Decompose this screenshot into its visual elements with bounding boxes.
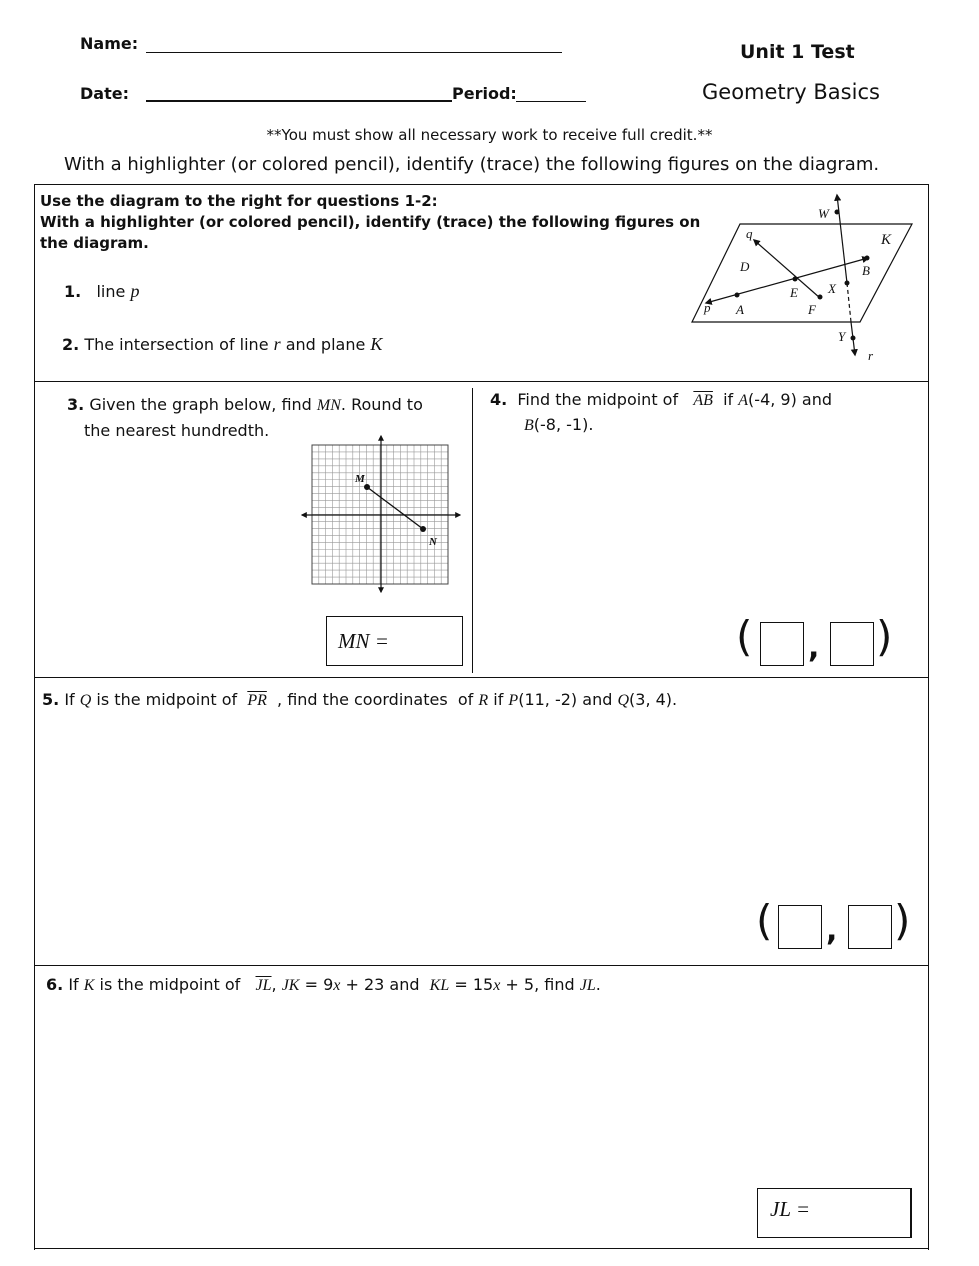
point-m: [364, 484, 370, 490]
question-3-number: 3.: [67, 395, 85, 414]
plane-k: [692, 224, 912, 322]
label-k: K: [881, 232, 892, 248]
page-subtitle: Geometry Basics: [702, 80, 880, 104]
point-a: [735, 293, 740, 298]
question-6-text-2: is the midpoint of: [99, 975, 241, 994]
section1-intro-1: Use the diagram to the right for questions 1-2:: [40, 192, 438, 210]
question-6-kl-expr-1: = 15: [454, 975, 494, 994]
question-4-point-b: B: [524, 417, 534, 434]
q5-answer-open-paren: (: [756, 896, 773, 945]
question-3-text-2: . Round to: [340, 395, 423, 414]
question-5: [42, 690, 677, 710]
segment-mn: [367, 487, 423, 529]
question-5-p: P: [508, 692, 519, 709]
question-5-text-1: If: [64, 690, 75, 709]
label-e: E: [790, 285, 798, 300]
q3-q4-divider: [472, 388, 473, 673]
q4-answer-comma: ,: [808, 630, 820, 665]
label-y: Y: [838, 329, 846, 344]
question-5-text-4: of: [457, 690, 474, 709]
point-y: [851, 336, 856, 341]
question-3-var: MN: [316, 397, 341, 414]
row3-divider: [34, 965, 929, 966]
section1-intro-2: With a highlighter (or colored pencil), identify (trace) the following figures on: [40, 213, 701, 231]
label-a: A: [736, 302, 744, 317]
point-e: [793, 277, 798, 282]
question-5-number: 5.: [42, 690, 60, 709]
q5-answer-x-box[interactable]: [778, 905, 822, 949]
q4-answer-x-box[interactable]: [760, 622, 804, 666]
question-4-number: 4.: [490, 390, 508, 409]
date-label: Date:: [80, 84, 129, 103]
row2-divider: [34, 677, 929, 678]
question-1-text: line: [96, 282, 126, 301]
question-6-jk-expr-2: + 23 and: [345, 975, 420, 994]
question-6-x2: x: [493, 977, 501, 994]
label-r: r: [868, 348, 874, 363]
label-b: B: [862, 263, 870, 278]
question-5-q-coords: (3, 4).: [629, 690, 678, 709]
question-3-line-1: [67, 395, 423, 415]
question-6-x1: x: [333, 977, 341, 994]
label-x: X: [828, 281, 836, 296]
question-6-sep: ,: [271, 975, 277, 994]
table-right-border: [928, 184, 929, 1250]
question-2-mid: and plane: [285, 335, 366, 354]
q5-answer-comma: ,: [826, 913, 838, 948]
question-4-text-1: Find the midpoint of: [517, 390, 679, 409]
question-1-number: 1.: [64, 282, 82, 301]
question-6-jl: JL: [579, 977, 596, 994]
question-5-text-3: , find the coordinates: [277, 690, 448, 709]
question-3-text-1: Given the graph below, find: [89, 395, 312, 414]
label-n: N: [429, 536, 437, 548]
period-field[interactable]: [516, 86, 586, 102]
period-label: Period:: [452, 84, 517, 103]
question-6-number: 6.: [46, 975, 64, 994]
question-4-point-a: A: [738, 392, 749, 409]
question-4-segment: $\overline{AB}$: [693, 392, 713, 409]
jl-answer-box[interactable]: [757, 1188, 912, 1238]
page-title: Unit 1 Test: [740, 41, 855, 63]
question-5-text-2: is the midpoint of: [96, 690, 238, 709]
table-bottom-border: [34, 1248, 929, 1249]
work-notice: **You must show all necessary work to receive full credit.**: [266, 126, 713, 144]
mn-answer-label: MN =: [338, 629, 389, 653]
question-5-text-5: if: [493, 690, 504, 709]
label-f: F: [808, 302, 816, 317]
question-6-kl-expr-2: + 5, find: [505, 975, 575, 994]
question-6-jk-expr-1: = 9: [304, 975, 334, 994]
line-p: [706, 258, 868, 303]
question-6-jk: JK: [281, 977, 300, 994]
label-q: q: [746, 226, 753, 241]
question-5-segment: $\overline{PR}$: [247, 692, 267, 709]
q5-answer-y-box[interactable]: [848, 905, 892, 949]
question-2-var-k: K: [370, 334, 383, 354]
section1-intro-3: the diagram.: [40, 234, 149, 252]
jl-answer-label: JL =: [770, 1197, 811, 1221]
question-2-var-r: r: [273, 334, 281, 354]
q4-answer-y-box[interactable]: [830, 622, 874, 666]
q4-answer-close-paren: ): [876, 612, 893, 661]
question-4-b-coords: (-8, -1).: [533, 415, 594, 434]
question-6-period: .: [595, 975, 601, 994]
instruction-line: With a highlighter (or colored pencil), identify (trace) the following figures on the diagram.: [64, 154, 880, 175]
label-w: W: [818, 206, 829, 221]
line-r-hidden: [847, 283, 851, 322]
name-label: Name:: [80, 34, 139, 53]
mn-answer-box[interactable]: [326, 616, 463, 666]
point-w: [835, 210, 840, 215]
question-1: [64, 281, 139, 302]
label-m: M: [355, 473, 365, 485]
q5-answer-close-paren: ): [894, 896, 911, 945]
point-n: [420, 526, 426, 532]
table-top-border: [34, 184, 929, 185]
question-5-q2: Q: [617, 692, 630, 709]
question-4-text-2: if: [723, 390, 734, 409]
question-6-segment: $\overline{JL}$: [255, 977, 272, 994]
plane-diagram: [680, 190, 920, 370]
line-q: [754, 240, 820, 298]
question-5-r: R: [478, 692, 489, 709]
question-6-text-1: If: [68, 975, 79, 994]
question-6-kl: KL: [429, 977, 450, 994]
date-field[interactable]: [146, 86, 452, 102]
question-1-var: p: [130, 281, 140, 301]
point-f: [818, 295, 823, 300]
name-field[interactable]: [146, 36, 562, 53]
question-2-number: 2.: [62, 335, 80, 354]
question-2: [62, 334, 382, 355]
question-5-q: Q: [79, 692, 92, 709]
row1-divider: [34, 381, 929, 382]
question-6-k: K: [83, 977, 95, 994]
question-4-line-2: [524, 415, 593, 435]
q4-answer-open-paren: (: [736, 612, 753, 661]
line-r: [837, 195, 847, 283]
question-3-line-2: the nearest hundredth.: [84, 421, 270, 440]
point-b: [865, 256, 870, 261]
question-5-p-coords: (11, -2) and: [518, 690, 613, 709]
question-4-line-1: [490, 390, 832, 410]
table-left-border: [34, 184, 35, 1250]
question-6: [46, 975, 601, 995]
question-2-text: The intersection of line: [84, 335, 269, 354]
point-x: [845, 281, 850, 286]
q3-graph: [300, 434, 464, 594]
question-4-a-coords: (-4, 9) and: [748, 390, 833, 409]
label-p: p: [704, 300, 711, 315]
label-d: D: [740, 259, 750, 274]
